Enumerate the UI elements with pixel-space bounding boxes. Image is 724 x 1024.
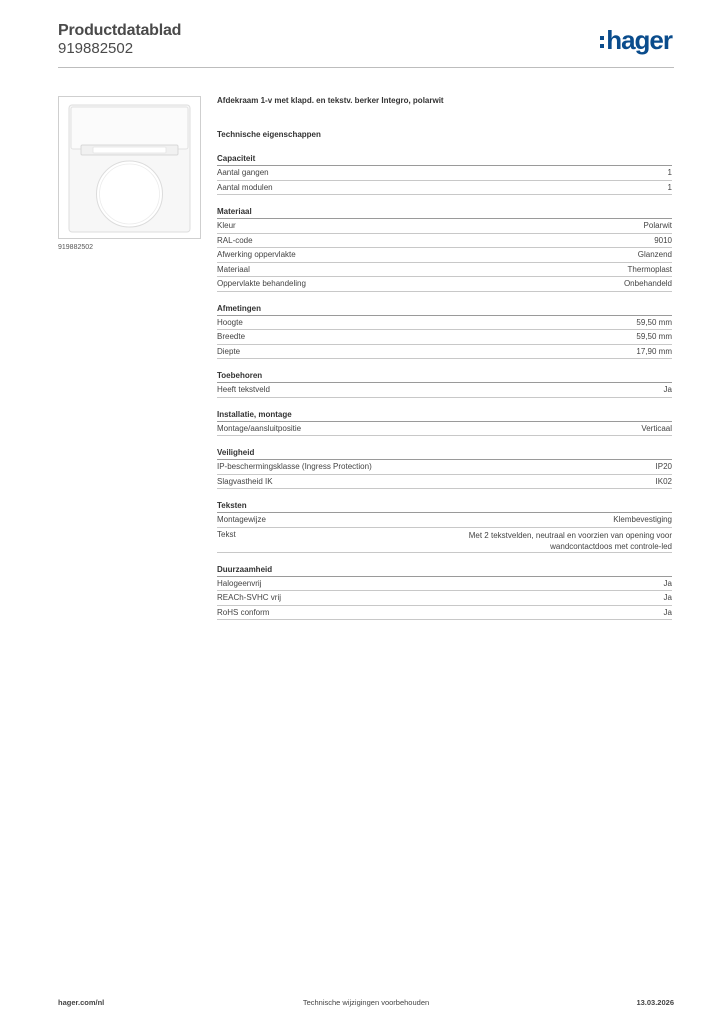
- spec-key: Breedte: [217, 332, 246, 341]
- spec-key: Aantal modulen: [217, 182, 273, 192]
- footer-website-link[interactable]: hager.com/nl: [58, 998, 105, 1007]
- spec-row: [217, 277, 672, 292]
- section-title: Duurzaamheid: [217, 565, 672, 577]
- spec-section: [217, 207, 672, 292]
- spec-sections: [217, 154, 672, 620]
- spec-value: Met 2 tekstvelden, neutraal en voorzien van opening voor wandcontactdoos met controle-led: [468, 530, 672, 551]
- technical-properties-heading: Technische eigenschappen: [217, 130, 321, 139]
- spec-key: Montagewijze: [217, 515, 266, 524]
- logo-text: hager: [606, 25, 672, 55]
- section-title: Veiligheid: [217, 448, 672, 460]
- spec-row: [217, 316, 672, 331]
- product-image: [58, 96, 201, 239]
- spec-row: [217, 248, 672, 263]
- spec-value: Onbehandeld: [623, 279, 672, 288]
- spec-key: Hoogte: [217, 317, 243, 327]
- spec-value: Thermoplast: [627, 264, 672, 274]
- spec-row: [217, 166, 672, 181]
- spec-value: Ja: [663, 578, 672, 588]
- spec-row: [217, 475, 672, 490]
- document-title: Productdatablad: [58, 22, 182, 39]
- spec-key: IP-beschermingsklasse (Ingress Protection): [217, 462, 372, 471]
- spec-value: 59,50 mm: [636, 332, 672, 341]
- image-caption: 919882502: [58, 244, 94, 251]
- spec-key: Oppervlakte behandeling: [217, 279, 306, 288]
- spec-key: REACh-SVHC vrij: [217, 593, 282, 602]
- spec-key: Slagvastheid IK: [217, 476, 273, 486]
- footer-disclaimer: Technische wijzigingen voorbehouden: [302, 998, 430, 1007]
- spec-key: Aantal gangen: [217, 168, 269, 177]
- spec-key: Afwerking oppervlakte: [217, 250, 296, 259]
- spec-value: Polarwit: [643, 221, 672, 230]
- hager-logo: [600, 26, 672, 54]
- spec-key: RAL-code: [217, 235, 253, 245]
- spec-value: Ja: [663, 593, 672, 602]
- spec-row: [217, 422, 672, 437]
- section-title: Toebehoren: [217, 371, 672, 383]
- spec-row: [217, 330, 672, 345]
- footer-date: 13.03.2026: [636, 998, 674, 1007]
- spec-section: [217, 371, 672, 398]
- section-title: Afmetingen: [217, 304, 672, 316]
- spec-key: Materiaal: [217, 264, 250, 274]
- spec-row: [217, 606, 672, 621]
- spec-section: [217, 154, 672, 195]
- product-specs: [217, 96, 672, 620]
- spec-row: [217, 513, 672, 528]
- document-number: 919882502: [58, 40, 134, 57]
- spec-row: [217, 460, 672, 475]
- spec-section: [217, 410, 672, 437]
- spec-key: Tekst: [217, 529, 236, 539]
- spec-section: [217, 448, 672, 489]
- spec-row: [217, 528, 672, 553]
- spec-value: Ja: [663, 385, 672, 394]
- spec-value: 17,90 mm: [636, 346, 672, 356]
- spec-row: [217, 234, 672, 249]
- logo-dots-icon: [600, 36, 604, 48]
- section-title: Capaciteit: [217, 154, 672, 166]
- spec-key: Heeft tekstveld: [217, 385, 270, 394]
- spec-value: Klembevestiging: [613, 515, 672, 524]
- page-header: [58, 22, 674, 62]
- product-title: Afdekraam 1-v met klapd. en tekstv. berker Integro, polarwit: [217, 96, 444, 105]
- spec-row: [217, 383, 672, 398]
- spec-key: Diepte: [217, 346, 241, 356]
- spec-value: IP20: [655, 462, 672, 471]
- spec-value: Verticaal: [641, 423, 672, 433]
- spec-row: [217, 345, 672, 360]
- spec-row: [217, 219, 672, 234]
- spec-value: IK02: [655, 476, 672, 486]
- header-divider: [58, 67, 674, 68]
- spec-section: [217, 565, 672, 621]
- spec-value: Ja: [663, 607, 672, 617]
- spec-key: Halogeenvrij: [217, 578, 262, 588]
- spec-value: 1: [667, 182, 672, 192]
- spec-row: [217, 181, 672, 196]
- spec-key: Montage/aansluitpositie: [217, 423, 302, 433]
- section-title: Teksten: [217, 501, 672, 513]
- spec-key: RoHS conform: [217, 607, 270, 617]
- spec-value: 9010: [654, 235, 672, 245]
- spec-section: [217, 304, 672, 360]
- spec-value: 1: [667, 168, 672, 177]
- section-title: Installatie, montage: [217, 410, 672, 422]
- spec-row: [217, 263, 672, 278]
- spec-section: [217, 501, 672, 553]
- section-title: Materiaal: [217, 207, 672, 219]
- spec-value: Glanzend: [637, 250, 672, 259]
- spec-row: [217, 591, 672, 606]
- spec-key: Kleur: [217, 221, 236, 230]
- spec-row: [217, 577, 672, 592]
- cover-frame-product-icon: [59, 97, 200, 238]
- spec-value: 59,50 mm: [636, 317, 672, 327]
